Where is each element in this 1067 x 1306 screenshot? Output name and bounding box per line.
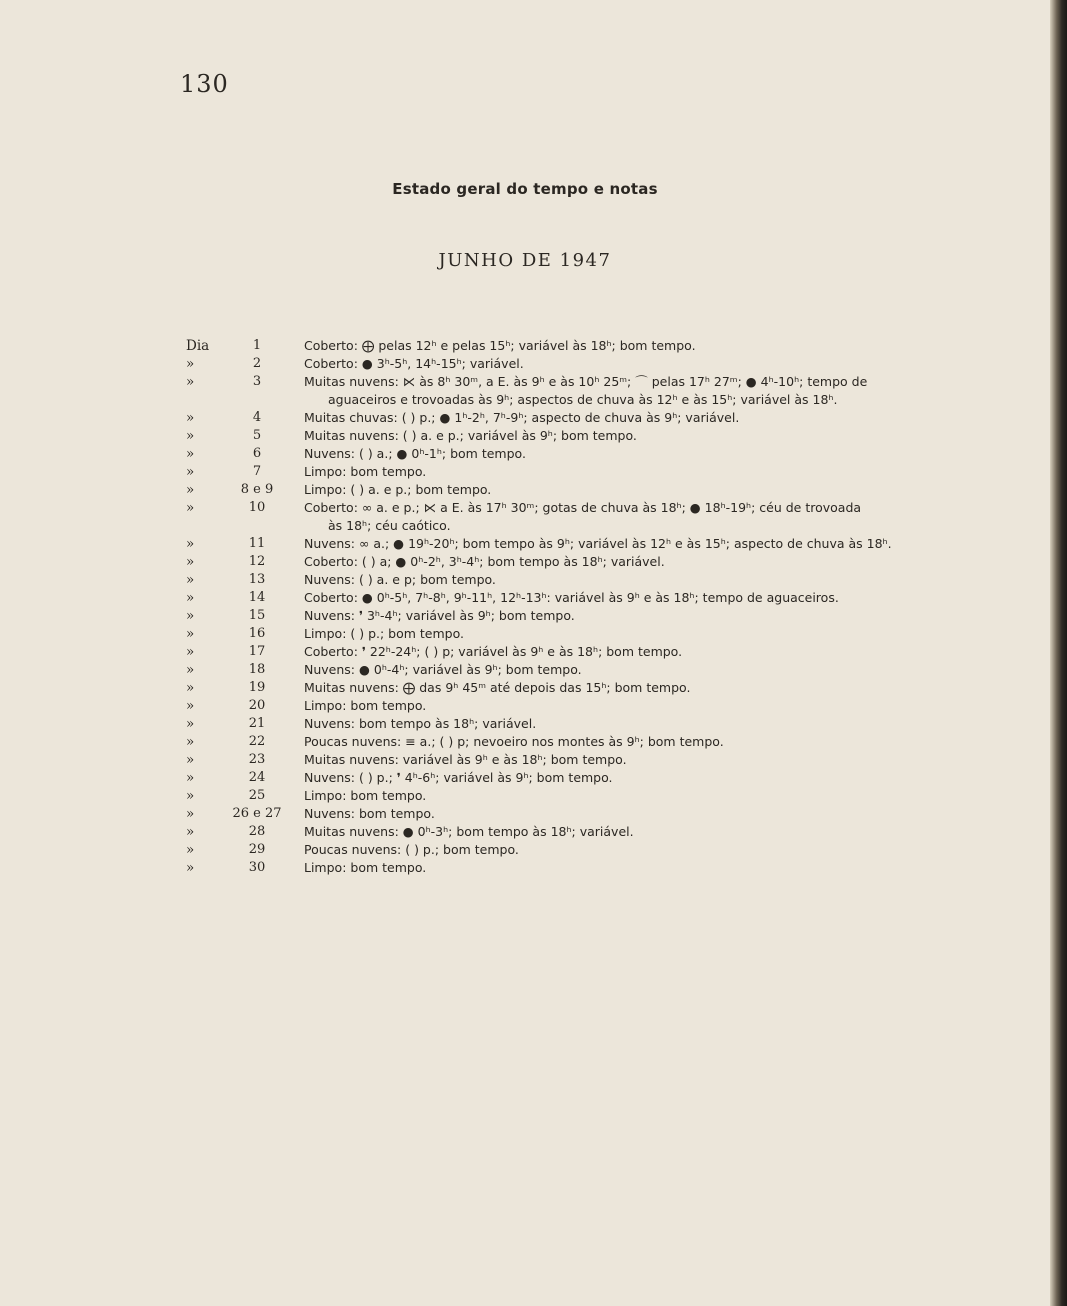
page-edge-shadow xyxy=(1050,0,1067,1306)
day-number: 16 xyxy=(248,626,266,641)
day-prefix: » xyxy=(186,806,195,822)
day-number: 8 e 9 xyxy=(240,482,274,497)
entry-text: Nuvens: bom tempo às 18ʰ; variável. xyxy=(304,716,537,731)
entry-line xyxy=(180,373,980,391)
entry-text: Limpo: ( ) a. e p.; bom tempo. xyxy=(304,482,492,497)
weather-entry xyxy=(180,715,980,733)
entry-text: Nuvens: ● 0ʰ-4ʰ; variável às 9ʰ; bom tempo. xyxy=(304,662,582,677)
day-prefix: » xyxy=(186,716,195,732)
entry-text: Nuvens: ∞ a.; ● 19ʰ-20ʰ; bom tempo às 9ʰ; variável às 12ʰ e às 15ʰ; aspecto de chuva às 18ʰ. xyxy=(304,536,892,551)
day-prefix: » xyxy=(186,626,195,642)
weather-entry xyxy=(180,841,980,859)
entry-text: Limpo: bom tempo. xyxy=(304,860,427,875)
entry-line xyxy=(180,661,980,679)
day-number: 29 xyxy=(248,842,266,857)
weather-entry xyxy=(180,823,980,841)
day-number: 6 xyxy=(252,446,262,461)
day-number: 17 xyxy=(248,644,266,659)
entry-text: Coberto: ● 3ʰ-5ʰ, 14ʰ-15ʰ; variável. xyxy=(304,356,524,371)
day-prefix: » xyxy=(186,770,195,786)
entry-line xyxy=(180,427,980,445)
day-number: 3 xyxy=(252,374,262,389)
day-number: 15 xyxy=(248,608,266,623)
day-number: 14 xyxy=(248,590,266,605)
day-number: 10 xyxy=(248,500,266,515)
day-number: 30 xyxy=(248,860,266,875)
day-prefix: » xyxy=(186,554,195,570)
weather-entry xyxy=(180,445,980,463)
day-prefix: » xyxy=(186,608,195,624)
day-number: 20 xyxy=(248,698,266,713)
weather-entry xyxy=(180,499,980,535)
entry-line xyxy=(180,715,980,733)
entry-line xyxy=(180,409,980,427)
day-prefix: » xyxy=(186,356,195,372)
entry-line xyxy=(180,499,980,517)
day-number: 21 xyxy=(248,716,266,731)
entry-text: Limpo: bom tempo. xyxy=(304,698,427,713)
day-number: 18 xyxy=(248,662,266,677)
weather-entry xyxy=(180,553,980,571)
entry-text: às 18ʰ; céu caótico. xyxy=(328,518,451,533)
entry-text: Poucas nuvens: ( ) p.; bom tempo. xyxy=(304,842,519,857)
weather-entry xyxy=(180,751,980,769)
day-prefix: » xyxy=(186,860,195,876)
day-prefix: » xyxy=(186,482,195,498)
page-subtitle: JUNHO DE 1947 xyxy=(438,250,612,271)
weather-entry xyxy=(180,769,980,787)
day-number: 23 xyxy=(248,752,266,767)
entry-line xyxy=(180,463,980,481)
day-prefix: » xyxy=(186,374,195,390)
entry-text: Nuvens: ( ) p.; ❜ 4ʰ-6ʰ; variável às 9ʰ; bom tempo. xyxy=(304,770,613,785)
entry-text: Nuvens: ❜ 3ʰ-4ʰ; variável às 9ʰ; bom tempo. xyxy=(304,608,575,623)
entry-text: Muitas nuvens: ⋉ às 8ʰ 30ᵐ, a E. às 9ʰ e às 10ʰ 25ᵐ; ⌒ pelas 17ʰ 27ᵐ; ● 4ʰ-10ʰ; tempo de xyxy=(304,374,868,389)
weather-entry xyxy=(180,571,980,589)
entry-text: Limpo: bom tempo. xyxy=(304,464,427,479)
entry-line xyxy=(180,535,980,553)
entry-line xyxy=(180,787,980,805)
entry-text: Nuvens: ( ) a.; ● 0ʰ-1ʰ; bom tempo. xyxy=(304,446,526,461)
entry-line xyxy=(180,769,980,787)
weather-entry xyxy=(180,625,980,643)
entry-line xyxy=(180,625,980,643)
entry-line xyxy=(180,859,980,877)
day-prefix: » xyxy=(186,752,195,768)
weather-entry xyxy=(180,427,980,445)
weather-entry xyxy=(180,607,980,625)
day-number: 25 xyxy=(248,788,266,803)
entry-line xyxy=(180,337,980,355)
entry-line xyxy=(180,553,980,571)
weather-entry xyxy=(180,805,980,823)
weather-entry xyxy=(180,643,980,661)
day-number: 11 xyxy=(248,536,266,551)
day-number: 7 xyxy=(252,464,262,479)
page-title: Estado geral do tempo e notas xyxy=(392,180,658,198)
weather-entries-list xyxy=(180,337,980,877)
day-number: 4 xyxy=(252,410,262,425)
day-number: 2 xyxy=(252,356,262,371)
weather-entry xyxy=(180,409,980,427)
entry-line xyxy=(180,391,980,409)
entry-line xyxy=(180,697,980,715)
weather-entry xyxy=(180,661,980,679)
entry-text: Nuvens: ( ) a. e p; bom tempo. xyxy=(304,572,496,587)
day-number: 5 xyxy=(252,428,262,443)
entry-line xyxy=(180,841,980,859)
day-number: 19 xyxy=(248,680,266,695)
day-prefix: » xyxy=(186,842,195,858)
day-number: 22 xyxy=(248,734,266,749)
day-prefix: » xyxy=(186,464,195,480)
weather-entry xyxy=(180,787,980,805)
entry-text: aguaceiros e trovoadas às 9ʰ; aspectos de chuva às 12ʰ e às 15ʰ; variável às 18ʰ. xyxy=(328,392,838,407)
entry-text: Coberto: ⨁ pelas 12ʰ e pelas 15ʰ; variável às 18ʰ; bom tempo. xyxy=(304,338,696,353)
day-number: 1 xyxy=(252,338,262,353)
entry-text: Muitas nuvens: ⨁ das 9ʰ 45ᵐ até depois das 15ʰ; bom tempo. xyxy=(304,680,691,695)
entry-text: Nuvens: bom tempo. xyxy=(304,806,435,821)
day-prefix: » xyxy=(186,698,195,714)
day-number: 28 xyxy=(248,824,266,839)
weather-entry xyxy=(180,859,980,877)
day-prefix: Dia xyxy=(186,338,210,354)
day-prefix: » xyxy=(186,680,195,696)
weather-entry xyxy=(180,733,980,751)
day-number: 12 xyxy=(248,554,266,569)
day-number: 24 xyxy=(248,770,266,785)
day-number: 26 e 27 xyxy=(232,806,282,821)
day-prefix: » xyxy=(186,572,195,588)
day-prefix: » xyxy=(186,662,195,678)
weather-entry xyxy=(180,337,980,355)
entry-line xyxy=(180,733,980,751)
day-prefix: » xyxy=(186,446,195,462)
entry-line xyxy=(180,355,980,373)
day-number: 13 xyxy=(248,572,266,587)
entry-text: Coberto: ( ) a; ● 0ʰ-2ʰ, 3ʰ-4ʰ; bom tempo às 18ʰ; variável. xyxy=(304,554,665,569)
page-number: 130 xyxy=(180,70,229,98)
entry-line xyxy=(180,517,980,535)
weather-entry xyxy=(180,355,980,373)
entry-line xyxy=(180,445,980,463)
day-prefix: » xyxy=(186,824,195,840)
day-prefix: » xyxy=(186,500,195,516)
day-prefix: » xyxy=(186,428,195,444)
day-prefix: » xyxy=(186,644,195,660)
entry-text: Muitas chuvas: ( ) p.; ● 1ʰ-2ʰ, 7ʰ-9ʰ; aspecto de chuva às 9ʰ; variável. xyxy=(304,410,740,425)
entry-line xyxy=(180,679,980,697)
entry-text: Muitas nuvens: ( ) a. e p.; variável às 9ʰ; bom tempo. xyxy=(304,428,637,443)
entry-line xyxy=(180,589,980,607)
weather-entry xyxy=(180,679,980,697)
entry-text: Coberto: ❜ 22ʰ-24ʰ; ( ) p; variável às 9ʰ e às 18ʰ; bom tempo. xyxy=(304,644,683,659)
day-prefix: » xyxy=(186,536,195,552)
day-prefix: » xyxy=(186,734,195,750)
entry-text: Coberto: ∞ a. e p.; ⋉ a E. às 17ʰ 30ᵐ; gotas de chuva às 18ʰ; ● 18ʰ-19ʰ; céu de trovoada xyxy=(304,500,862,515)
entry-line xyxy=(180,751,980,769)
entry-text: Coberto: ● 0ʰ-5ʰ, 7ʰ-8ʰ, 9ʰ-11ʰ, 12ʰ-13ʰ: variável às 9ʰ e às 18ʰ; tempo de aguaceiros. xyxy=(304,590,839,605)
day-prefix: » xyxy=(186,410,195,426)
day-prefix: » xyxy=(186,590,195,606)
entry-line xyxy=(180,571,980,589)
entry-line xyxy=(180,643,980,661)
entry-line xyxy=(180,823,980,841)
day-prefix: » xyxy=(186,788,195,804)
entry-text: Muitas nuvens: ● 0ʰ-3ʰ; bom tempo às 18ʰ; variável. xyxy=(304,824,634,839)
weather-entry xyxy=(180,373,980,409)
entry-line xyxy=(180,805,980,823)
weather-entry xyxy=(180,481,980,499)
entry-text: Poucas nuvens: ≡ a.; ( ) p; nevoeiro nos montes às 9ʰ; bom tempo. xyxy=(304,734,724,749)
weather-entry xyxy=(180,589,980,607)
entry-text: Limpo: bom tempo. xyxy=(304,788,427,803)
weather-entry xyxy=(180,697,980,715)
entry-line xyxy=(180,607,980,625)
entry-text: Muitas nuvens: variável às 9ʰ e às 18ʰ; bom tempo. xyxy=(304,752,627,767)
entry-line xyxy=(180,481,980,499)
weather-entry xyxy=(180,535,980,553)
weather-entry xyxy=(180,463,980,481)
entry-text: Limpo: ( ) p.; bom tempo. xyxy=(304,626,465,641)
